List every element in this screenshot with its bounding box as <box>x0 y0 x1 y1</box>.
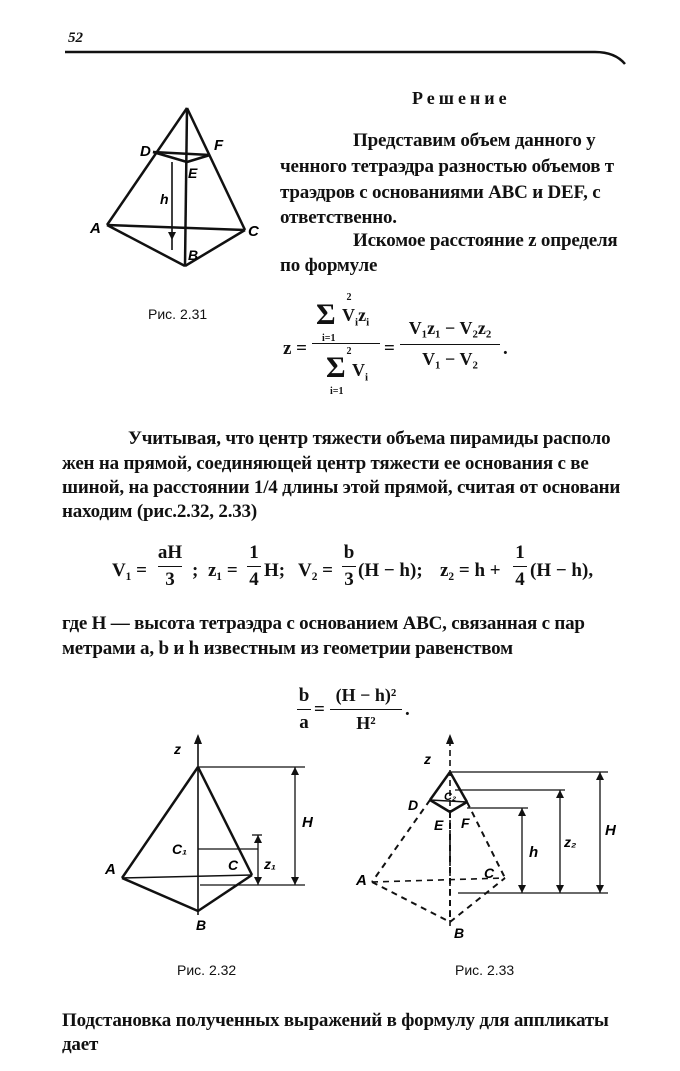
text-line: метрами a, b и h известным из геометрии равенством <box>62 638 513 659</box>
text-line: Подстановка полученных выражений в формулу для аппликаты <box>62 1010 609 1031</box>
text-line: где H — высота тетраэдра с основанием ABC, связанная с пар <box>62 613 585 634</box>
page-number: 52 <box>68 30 83 46</box>
text-line: Представим объем данного у <box>353 130 596 151</box>
sum-lower: i=1 <box>330 386 344 397</box>
sum-upper: 2 <box>346 292 352 303</box>
label-z2: z₂ <box>564 834 577 850</box>
ratio-den: a <box>299 712 309 733</box>
text-line: ченного тетраэдра разностью объемов т <box>280 156 614 177</box>
z2-lhs: z₂ = h + <box>440 560 501 581</box>
v2-den: 3 <box>344 569 354 590</box>
text-line: Учитывая, что центр тяжести объема пирамиды располо <box>128 428 611 449</box>
equals: = <box>384 338 395 359</box>
label-D: D <box>140 143 151 160</box>
v1-lhs: V₁ = <box>112 560 147 581</box>
label-F: F <box>461 815 470 831</box>
label-z: z <box>174 741 181 757</box>
sum-upper: 2 <box>346 346 352 357</box>
text-line: Искомое расстояние z определя <box>353 230 618 251</box>
caption-fig-2-32: Рис. 2.32 <box>177 962 237 978</box>
z1-tail: H; <box>264 560 286 581</box>
label-E: E <box>434 817 444 833</box>
label-H: H <box>302 814 313 831</box>
text-line: жен на прямой, соединяющей центр тяжести ее основания с ве <box>62 453 589 474</box>
v2-lhs: V₂ = <box>298 560 333 581</box>
text-line: ответственно. <box>280 207 397 228</box>
figure-2-31 <box>80 100 280 280</box>
fraction-bar <box>330 709 402 710</box>
label-C2: C₂ <box>444 791 457 803</box>
label-A: A <box>90 220 101 237</box>
fraction-bar <box>158 566 182 567</box>
ratio-num: b <box>298 685 310 706</box>
text-line: по формуле <box>280 255 378 276</box>
v1-num: aH <box>157 542 183 563</box>
label-A: A <box>356 872 367 889</box>
period: . <box>405 699 410 720</box>
figure-2-32 <box>100 730 320 940</box>
label-H: H <box>605 822 616 839</box>
sum-sign: Σ <box>326 351 346 384</box>
label-F: F <box>214 137 224 154</box>
label-D: D <box>408 797 419 813</box>
fraction-bar <box>297 709 311 710</box>
text-line: дает <box>62 1034 99 1055</box>
equals: = <box>314 699 325 720</box>
sum-num-term: $V_iz_i$ <box>342 305 370 329</box>
v1-den: 3 <box>165 569 175 590</box>
v2-num: b <box>343 542 355 563</box>
label-h: h <box>160 191 169 207</box>
label-z1: z₁ <box>264 856 276 872</box>
figure-2-33 <box>350 730 620 945</box>
label-h: h <box>529 844 539 861</box>
section-heading: Решение <box>412 88 511 108</box>
caption-fig-2-31: Рис. 2.31 <box>148 306 208 322</box>
separator: ; <box>192 560 199 581</box>
label-C1: C₁ <box>172 841 188 857</box>
sum-den-term: $V_i$ <box>352 360 369 384</box>
text-line: шиной, на расстоянии 1/4 длины этой прямой, считая от основани <box>62 477 621 498</box>
v2-tail: (H − h); <box>358 560 423 581</box>
fraction-bar <box>247 566 261 567</box>
label-B: B <box>188 247 199 263</box>
sum-lower: i=1 <box>322 333 336 344</box>
ratio-rhs-den: H² <box>356 713 376 733</box>
fraction-bar <box>342 566 356 567</box>
fraction-bar <box>400 344 500 345</box>
fraction-bar <box>312 343 380 344</box>
label-C: C <box>228 857 239 873</box>
fraction-bar <box>513 566 527 567</box>
label-E: E <box>188 165 198 181</box>
ratio-rhs-num: (H − h)² <box>335 685 397 705</box>
label-A: A <box>105 861 116 878</box>
frac2-den: V₁ − V₂ <box>422 349 478 369</box>
z2-den: 4 <box>515 569 525 590</box>
sum-sign: Σ <box>316 298 336 331</box>
label-C: C <box>248 223 259 240</box>
label-B: B <box>196 917 207 933</box>
text-line: траэдров с основаниями ABC и DEF, с <box>280 182 601 203</box>
formula-z-lhs: z = <box>283 338 308 359</box>
z1-den: 4 <box>249 569 259 590</box>
z1-num: 1 <box>249 542 259 563</box>
z2-num: 1 <box>515 542 525 563</box>
z2-tail: (H − h), <box>530 560 594 581</box>
text-line: находим (рис.2.32, 2.33) <box>62 501 257 522</box>
period: . <box>503 338 508 359</box>
header-rule <box>60 44 660 74</box>
label-z: z <box>424 751 431 767</box>
frac2-num: V₁z₁ − V₂z₂ <box>408 318 492 338</box>
caption-fig-2-33: Рис. 2.33 <box>455 962 515 978</box>
label-C: C <box>484 865 495 881</box>
z1-lhs: z₁ = <box>208 560 238 581</box>
label-B: B <box>454 925 465 941</box>
